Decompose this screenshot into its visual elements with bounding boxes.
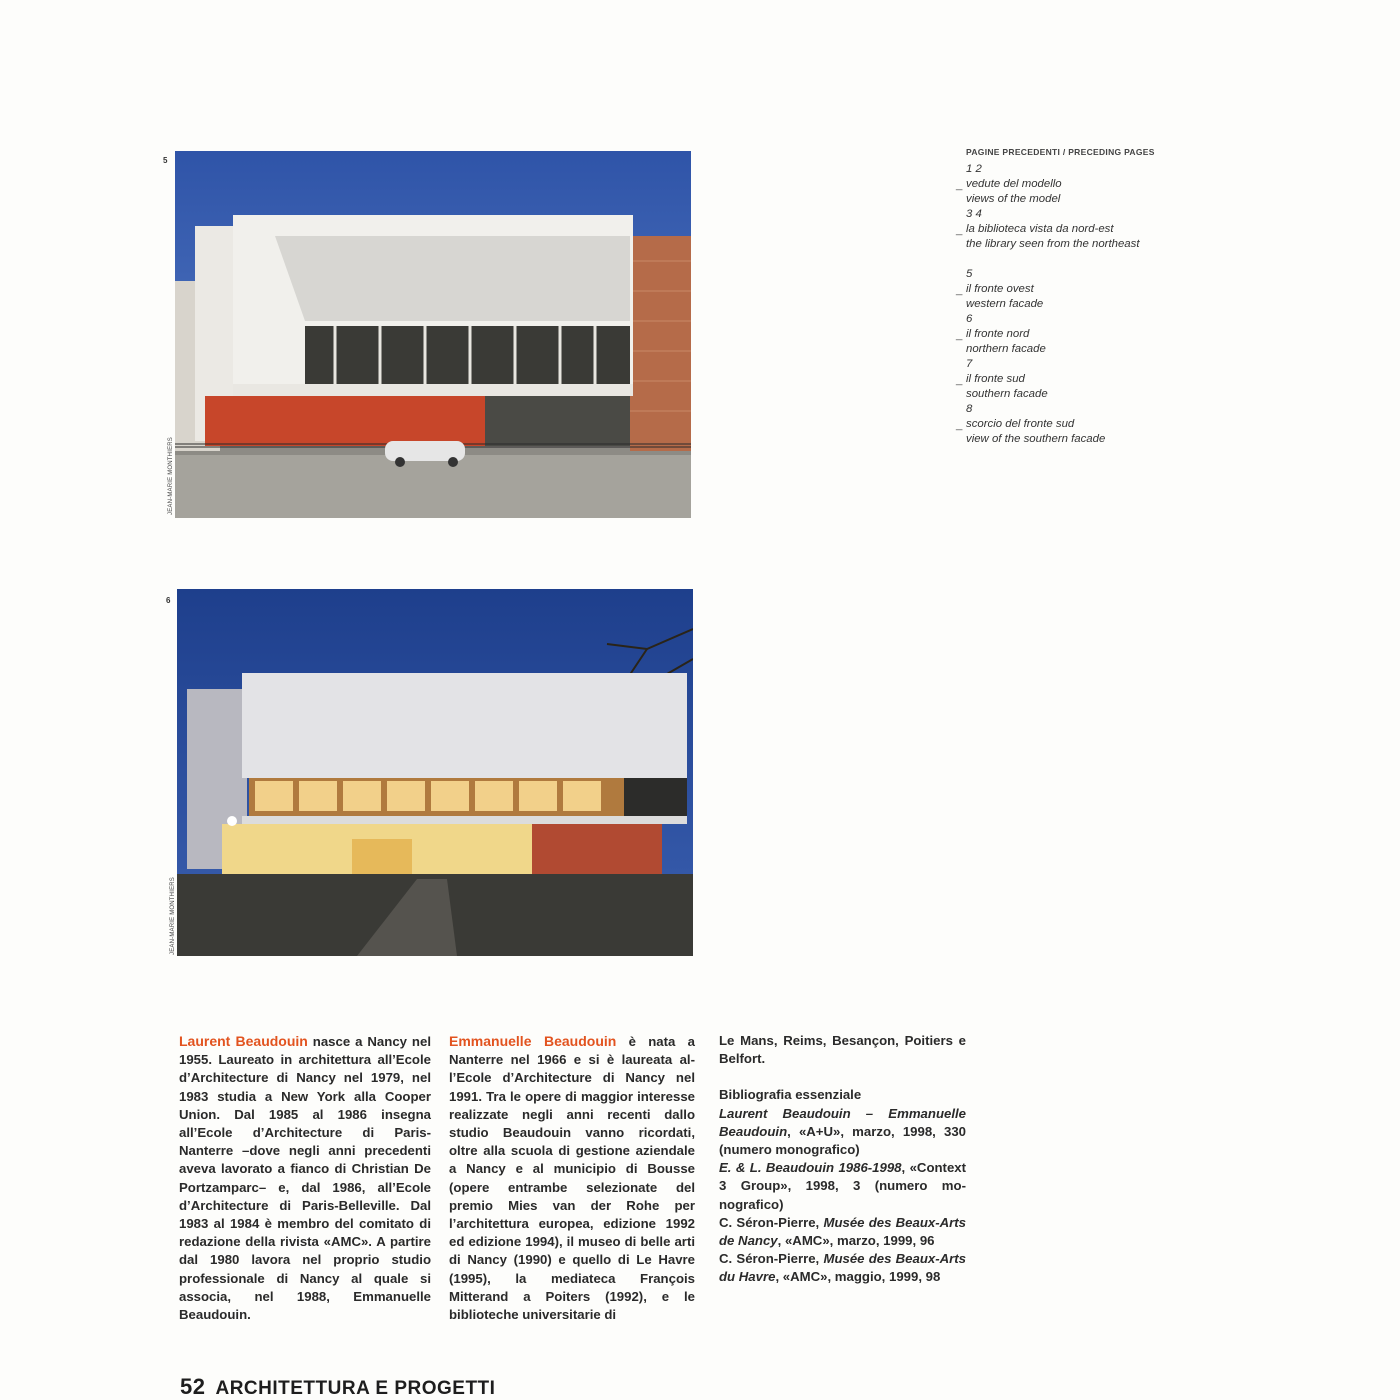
architect-name-laurent: Laurent Beaudouin	[179, 1033, 308, 1049]
bibliography-entry	[719, 1214, 966, 1250]
bib-details: , «Context 3 Group», 1998, 3 (numero monografico)	[719, 1160, 967, 1212]
caption-italian: _ vedute del modello	[966, 177, 1226, 192]
photo-western-facade	[175, 151, 691, 518]
bib-title: E. & L. Beaudouin 1986-1998	[719, 1160, 902, 1176]
bib-title: Laurent Beaudouin – Emmanuelle Beaudouin	[719, 1105, 966, 1139]
caption-number: 6	[966, 313, 973, 325]
bibliography-list	[719, 1105, 966, 1287]
caption-english: view of the southern facade	[966, 433, 1106, 445]
bib-title: Musée des Beaux-Arts de Nancy	[719, 1214, 967, 1249]
captions-heading: PAGINE PRECEDENTI / PRECEDING PAGES	[966, 147, 1155, 157]
bibliography-column	[719, 1032, 966, 1287]
caption-english: western facade	[966, 298, 1044, 310]
photo-northern-facade	[177, 589, 693, 956]
figure-6-number: 6	[166, 596, 171, 605]
bio-continuation: Le Mans, Reims, Besançon, Poitiers e Belfort.	[719, 1033, 966, 1067]
bio-laurent-text: nasce a Nancy nel 1955. Laureato in architettura all’Ecole d’Architecture di Nancy nel 1979, nel 1983 studia a New York alla Cooper Union. Dal 1985 al 1986 insegna all’Ecole d’Architecture di Paris-Nanterre –dove negli anni precedenti aveva lavorato a fianco di Christian De Portzamparc– e, dal 1986, all’Ecole d’Architecture di Paris-Belleville. Dal 1983 al 1984 è membro del comitato di redazione della rivista «AMC». A partire dal 1980 lavora nel proprio studio professionale di Nancy al quale si associa, nel 1988, Emmanuelle Beaudouin.	[179, 1034, 431, 1323]
caption-number: 5	[966, 268, 973, 280]
page-number: 52	[180, 1374, 206, 1399]
caption-italian: _ il fronte nord	[966, 327, 1226, 342]
bibliography-entry	[719, 1105, 966, 1160]
figure-5-credit: JEAN-MARIE MONTHIERS	[168, 436, 174, 515]
caption-8	[966, 402, 1226, 447]
magazine-title: ARCHITETTURA E PROGETTI	[215, 1378, 496, 1399]
caption-number: 1 2	[966, 163, 982, 175]
caption-6	[966, 312, 1226, 357]
preceding-pages-captions	[966, 147, 1226, 447]
caption-number: 8	[966, 403, 973, 415]
bio-emmanuelle-text: è nata a Nanterre nel 1966 e si è laureata all’Ecole d’Architecture di Nancy nel 1991. Tra le opere di maggior interesse realizzate negli anni recenti dallo studio Beaudouin vanno ricordati, oltre alla scuola di gestione aziendale a Nancy e al municipio di Bousse (opere entrambe selezionate del premio Mies van der Rohe per l’architettura europea, edizione 1992 ed edizione 1994), il museo di belle arti di Nancy (1990) e quello di Le Havre (1995), la mediateca François Mitterand a Poiters (1992), e le biblioteche universitarie di	[449, 1034, 695, 1323]
caption-3-4	[966, 207, 1226, 252]
caption-5	[966, 267, 1226, 312]
figure-5-number: 5	[163, 156, 168, 165]
caption-1-2	[966, 162, 1226, 207]
caption-italian: _ il fronte sud	[966, 372, 1226, 387]
caption-english: southern facade	[966, 388, 1048, 400]
caption-number: 7	[966, 358, 973, 370]
architect-name-emmanuelle: Emmanuelle Beaudouin	[449, 1033, 617, 1049]
bio-laurent-column	[179, 1032, 431, 1324]
caption-number: 3 4	[966, 208, 982, 220]
caption-english: the library seen from the northeast	[966, 238, 1140, 250]
bibliography-entry	[719, 1159, 966, 1214]
bib-details: , «A+U», marzo, 1998, 330 (numero monografico)	[719, 1123, 966, 1158]
bibliography-entry	[719, 1250, 966, 1286]
bio-emmanuelle-column	[449, 1032, 695, 1324]
bibliography-heading: Bibliografia essenziale	[719, 1087, 862, 1103]
caption-7	[966, 357, 1226, 402]
figure-6-credit: JEAN-MARIE MONTHIERS	[170, 876, 176, 955]
bib-details: , «AMC», maggio, 1999, 98	[775, 1269, 941, 1285]
bib-details: , «AMC», marzo, 1999, 96	[777, 1233, 935, 1249]
caption-italian: _ il fronte ovest	[966, 282, 1226, 297]
bib-author: C. Séron-Pierre,	[719, 1214, 824, 1230]
caption-english: northern facade	[966, 343, 1046, 355]
bib-author: C. Séron-Pierre,	[719, 1251, 824, 1267]
page-footer	[180, 1374, 495, 1400]
caption-english: views of the model	[966, 193, 1061, 205]
caption-italian: _ la biblioteca vista da nord-est	[966, 222, 1226, 237]
caption-italian: _ scorcio del fronte sud	[966, 417, 1226, 432]
bib-title: Musée des Beaux-Arts du Havre	[719, 1251, 967, 1285]
